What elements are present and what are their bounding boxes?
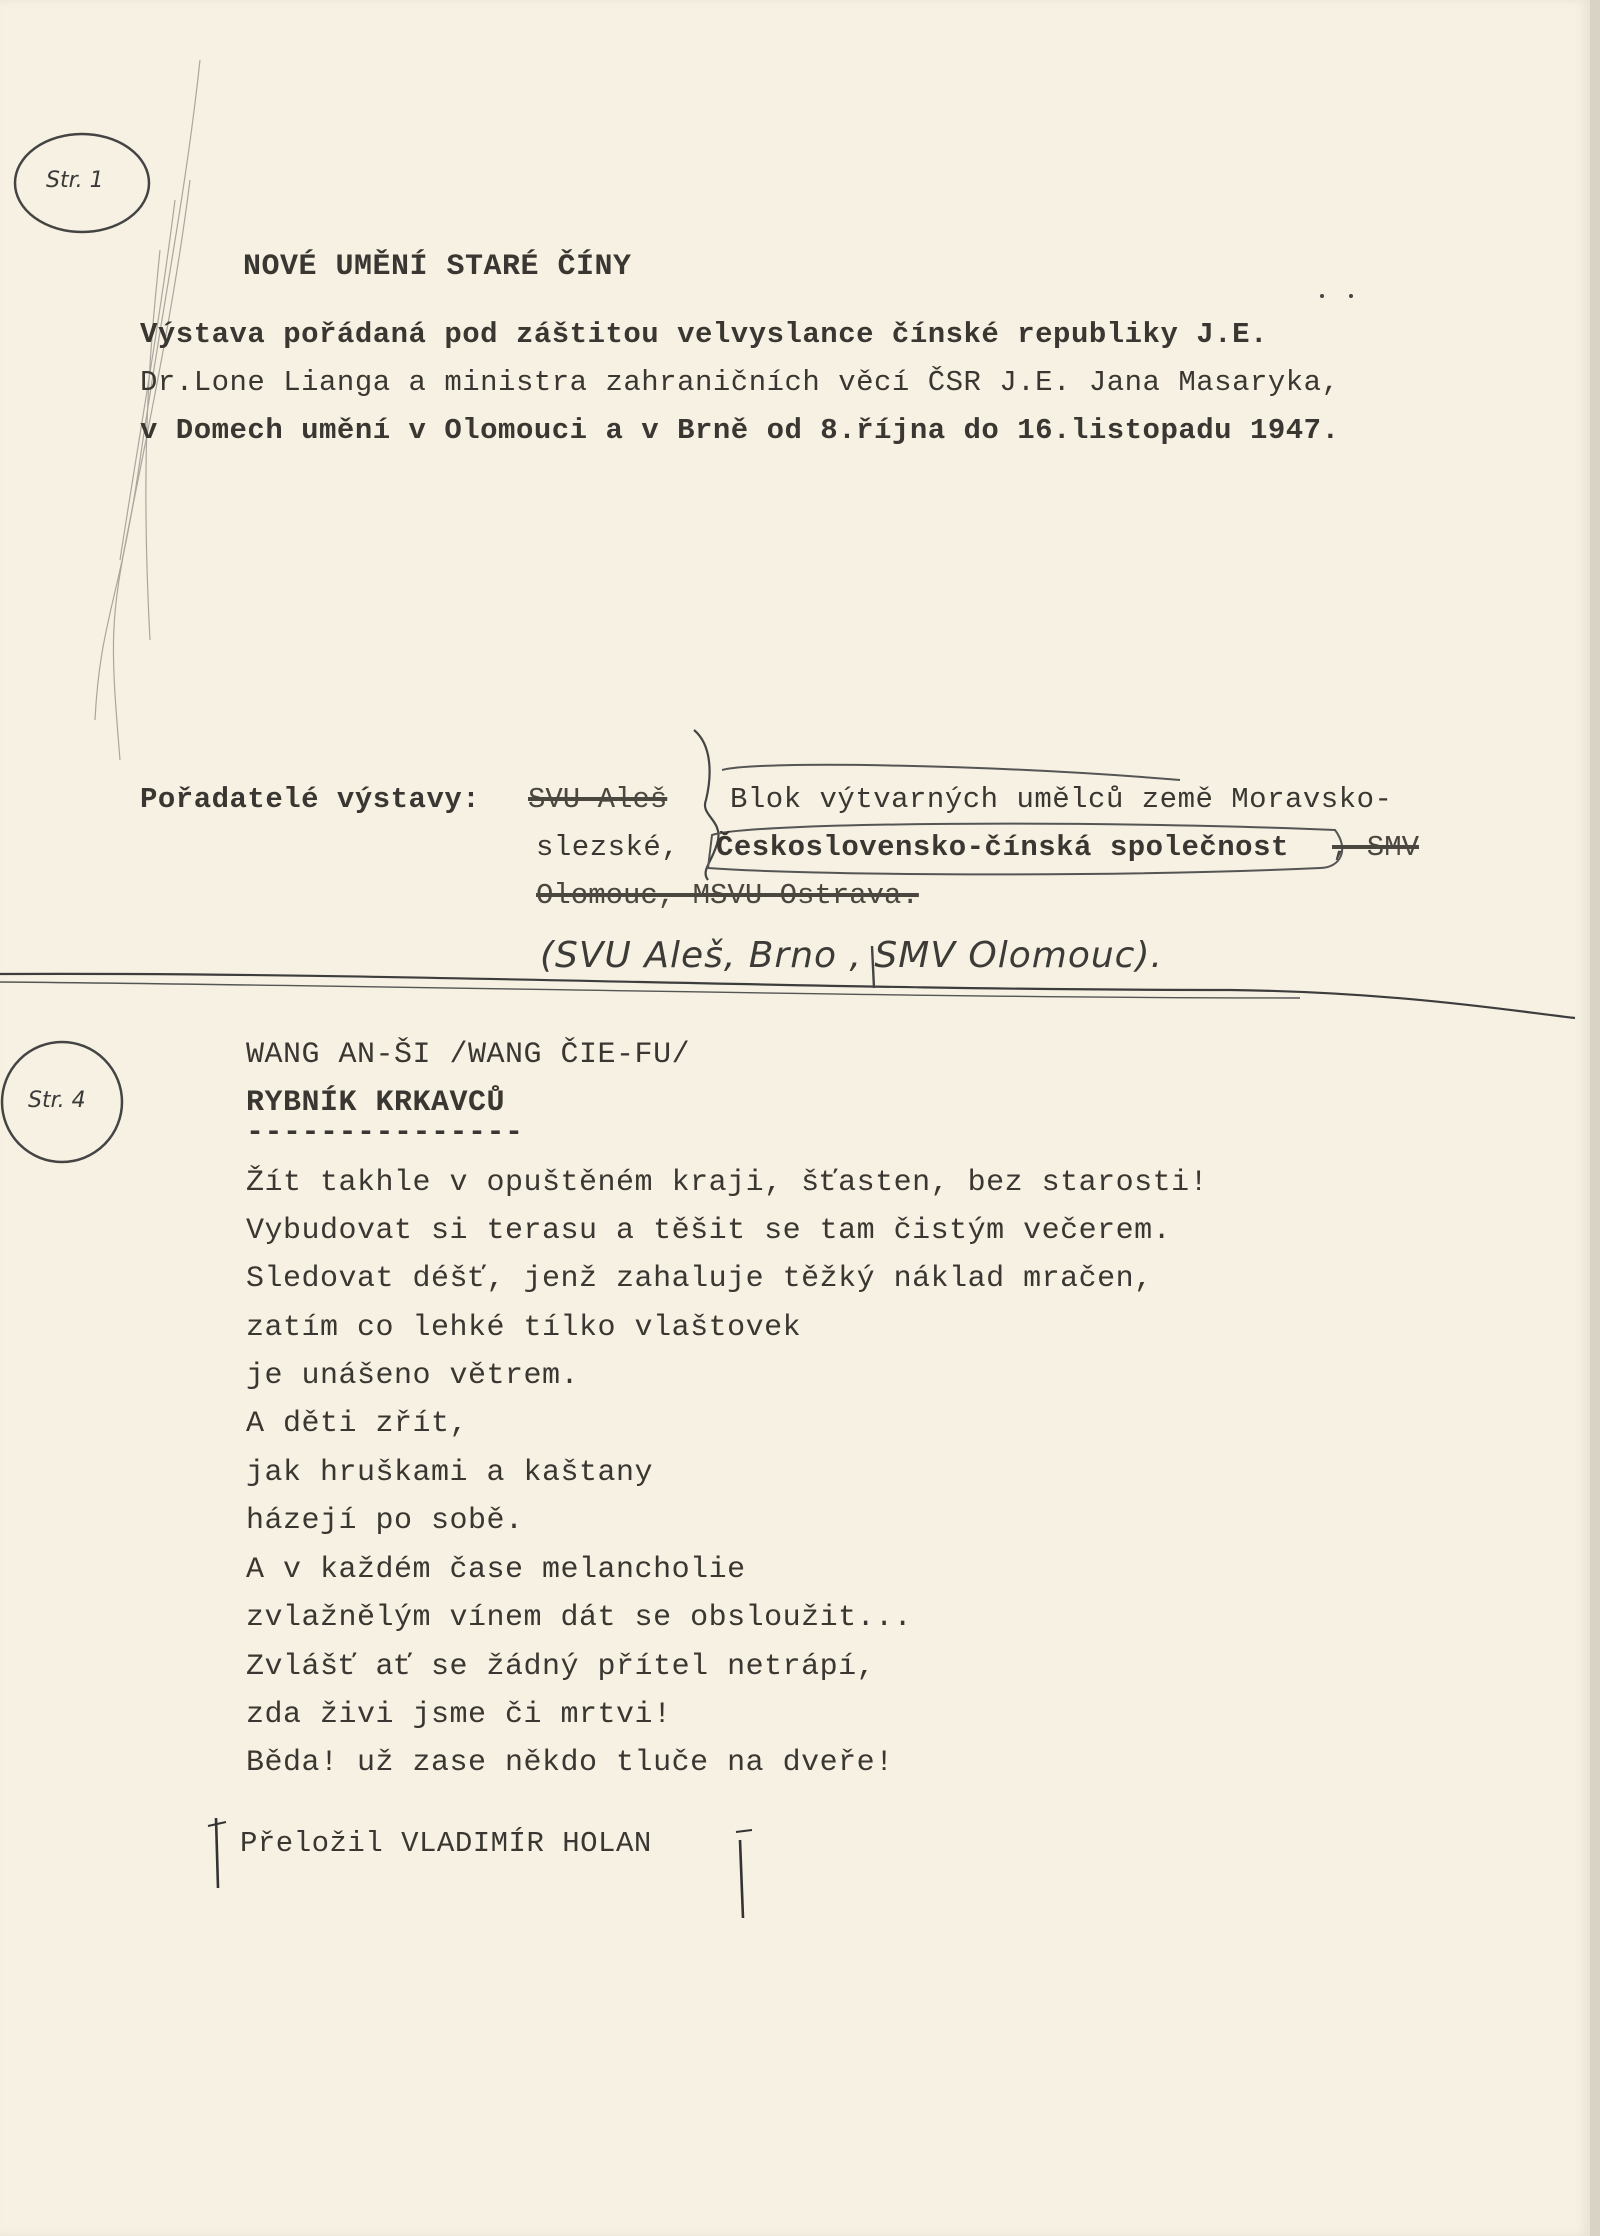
organizers-line-1: Blok výtvarných umělců země Moravsko- xyxy=(730,783,1393,816)
translator-bracket-right-tick xyxy=(736,1830,752,1832)
accent-dot xyxy=(1349,294,1353,298)
organizers-label: Pořadatelé výstavy: xyxy=(140,783,481,816)
poem-line-8: házejí po sobě. xyxy=(246,1504,524,1538)
organizers-struck-line-3: Olomouc, MSVU Ostrava. xyxy=(536,879,919,912)
poem-line-12: zda živi jsme či mrtvi! xyxy=(246,1698,672,1732)
poem-line-7: jak hruškami a kaštany xyxy=(246,1456,654,1490)
poem-line-13: Běda! už zase někdo tluče na dveře! xyxy=(246,1746,894,1780)
header-line-2: Dr.Lone Lianga a ministra zahraničních věcí ČSR J.E. Jana Masaryka, xyxy=(140,366,1340,399)
poem-line-5: je unášeno větrem. xyxy=(246,1359,580,1393)
poem-title: RYBNÍK KRKAVCŮ xyxy=(246,1086,506,1120)
translator-bracket-left xyxy=(216,1818,218,1888)
separator-line xyxy=(0,974,1575,1018)
poem-line-11: Zvlášť ať se žádný přítel netrápí, xyxy=(246,1650,876,1684)
header-line-1: Výstava pořádaná pod záštitou velvyslance čínské republiky J.E. xyxy=(140,318,1268,351)
organizers-struck-line-2-end: , SMV xyxy=(1332,831,1420,864)
poem-line-4: zatím co lehké tílko vlaštovek xyxy=(246,1311,802,1345)
poem-title-underline: --------------- xyxy=(246,1116,524,1150)
translator-bracket-right xyxy=(740,1840,743,1918)
organizers-circled-society: Československo-čínská společnost xyxy=(716,831,1289,864)
poem-author: WANG AN-ŠI /WANG ČIE-FU/ xyxy=(246,1038,691,1072)
organizers-struck-first: SVU Aleš xyxy=(528,783,668,816)
poem-line-6: A děti zřít, xyxy=(246,1407,469,1441)
poem-line-10: zvlažnělým vínem dát se obsloužit... xyxy=(246,1601,913,1635)
organizer-bracket xyxy=(694,730,718,880)
accent-dot xyxy=(1320,294,1324,298)
poem-line-9: A v každém čase melancholie xyxy=(246,1553,746,1587)
page-ref-4: Str. 4 xyxy=(28,1088,86,1113)
page-ref-1: Str. 1 xyxy=(46,168,104,193)
organizers-line-2-start: slezské, xyxy=(536,831,680,864)
handwritten-organizers-addition: (SVU Aleš, Brno , SMV Olomouc). xyxy=(540,935,1163,976)
pencil-streaks xyxy=(95,60,200,760)
translator-credit: Přeložil VLADIMÍR HOLAN xyxy=(240,1827,652,1860)
exhibition-title: NOVÉ UMĚNÍ STARÉ ČÍNY xyxy=(243,250,632,284)
poem-line-2: Vybudovat si terasu a těšit se tam čistým večerem. xyxy=(246,1214,1172,1248)
poem-line-1: Žít takhle v opuštěném kraji, šťasten, bez starosti! xyxy=(246,1166,1209,1200)
header-line-3: v Domech umění v Olomouci a v Brně od 8.října do 16.listopadu 1947. xyxy=(140,414,1340,447)
poem-line-3: Sledovat déšť, jenž zahaluje těžký náklad mračen, xyxy=(246,1262,1153,1296)
